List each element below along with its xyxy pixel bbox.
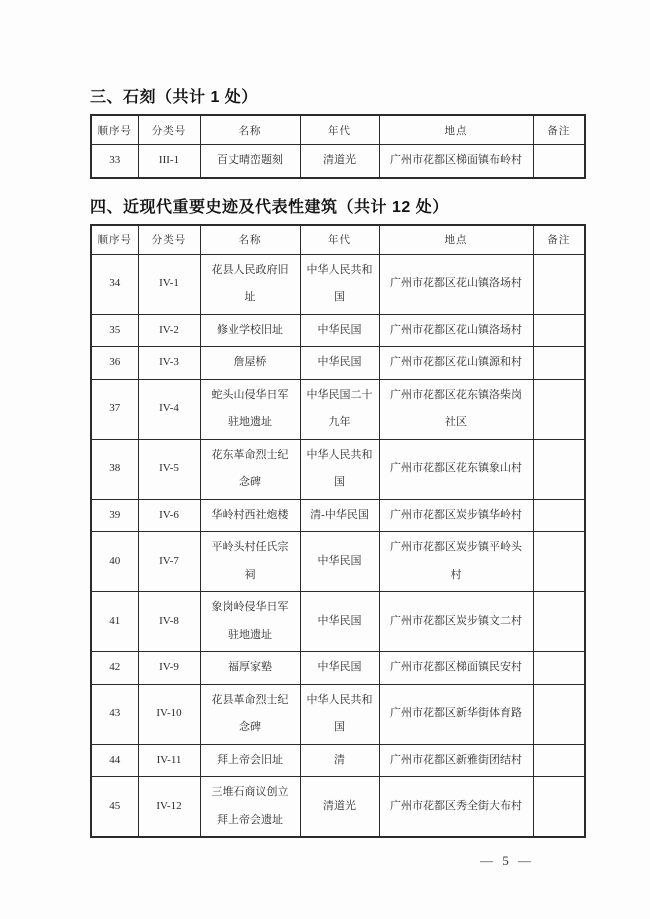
cell-seq: 37 bbox=[91, 379, 138, 439]
table-row bbox=[91, 347, 585, 380]
cell-location: 广州市花都区炭步镇平岭头村 bbox=[379, 532, 533, 592]
cell-note bbox=[533, 592, 585, 652]
cell-name: 花县革命烈士纪念碑 bbox=[200, 684, 300, 744]
cell-note bbox=[533, 684, 585, 744]
cell-location: 广州市花都区花山镇洛场村 bbox=[379, 254, 533, 314]
cell-era: 中华民国 bbox=[300, 347, 379, 380]
cell-era: 中华民国 bbox=[300, 592, 379, 652]
table-row bbox=[91, 532, 585, 592]
cell-era: 中华民国 bbox=[300, 652, 379, 685]
cell-location: 广州市花都区炭步镇华岭村 bbox=[379, 499, 533, 532]
cell-location: 广州市花都区炭步镇文二村 bbox=[379, 592, 533, 652]
table-row bbox=[91, 499, 585, 532]
cell-class-no: IV-1 bbox=[138, 254, 200, 314]
header-location: 地点 bbox=[379, 225, 533, 255]
cell-era: 清道光 bbox=[300, 777, 379, 838]
cell-seq: 44 bbox=[91, 744, 138, 777]
header-name: 名称 bbox=[200, 225, 300, 255]
cell-class-no: III-1 bbox=[138, 145, 200, 178]
cell-era: 中华人民共和国 bbox=[300, 254, 379, 314]
cell-note bbox=[533, 499, 585, 532]
header-location: 地点 bbox=[379, 115, 533, 145]
cell-location: 广州市花都区花山镇源和村 bbox=[379, 347, 533, 380]
cell-seq: 42 bbox=[91, 652, 138, 685]
table-header-row bbox=[91, 225, 585, 255]
cell-note bbox=[533, 439, 585, 499]
cell-name: 修业学校旧址 bbox=[200, 314, 300, 347]
table-row bbox=[91, 777, 585, 838]
cell-location: 广州市花都区新雅街团结村 bbox=[379, 744, 533, 777]
cell-location: 广州市花都区梯面镇布岭村 bbox=[379, 145, 533, 178]
cell-name: 三堆石商议创立拜上帝会遗址 bbox=[200, 777, 300, 838]
cell-class-no: IV-3 bbox=[138, 347, 200, 380]
cell-seq: 35 bbox=[91, 314, 138, 347]
cell-era: 清-中华民国 bbox=[300, 499, 379, 532]
cell-name: 拜上帝会旧址 bbox=[200, 744, 300, 777]
cell-name: 蛇头山侵华日军驻地遗址 bbox=[200, 379, 300, 439]
cell-seq: 33 bbox=[91, 145, 138, 178]
cell-seq: 36 bbox=[91, 347, 138, 380]
page-content bbox=[90, 84, 586, 838]
cell-class-no: IV-10 bbox=[138, 684, 200, 744]
cell-location: 广州市花都区梯面镇民安村 bbox=[379, 652, 533, 685]
cell-class-no: IV-12 bbox=[138, 777, 200, 838]
cell-seq: 45 bbox=[91, 777, 138, 838]
table-row bbox=[91, 652, 585, 685]
header-remarks: 备注 bbox=[533, 225, 585, 255]
cell-era: 清 bbox=[300, 744, 379, 777]
cell-era: 清道光 bbox=[300, 145, 379, 178]
cell-location: 广州市花都区秀全街大布村 bbox=[379, 777, 533, 838]
table-row bbox=[91, 744, 585, 777]
section-title-modern-historic-sites: 四、近现代重要史迹及代表性建筑（共计 12 处） bbox=[90, 198, 449, 216]
table-row bbox=[91, 592, 585, 652]
cell-note bbox=[533, 652, 585, 685]
cell-name: 平岭头村任氏宗祠 bbox=[200, 532, 300, 592]
table-header-row bbox=[91, 115, 585, 145]
table-row bbox=[91, 145, 585, 178]
cell-location: 广州市花都区花山镇洛场村 bbox=[379, 314, 533, 347]
cell-class-no: IV-5 bbox=[138, 439, 200, 499]
cell-seq: 41 bbox=[91, 592, 138, 652]
cell-seq: 38 bbox=[91, 439, 138, 499]
cell-location: 广州市花都区花东镇象山村 bbox=[379, 439, 533, 499]
header-class-number: 分类号 bbox=[138, 225, 200, 255]
table-row bbox=[91, 314, 585, 347]
cell-name: 福厚家塾 bbox=[200, 652, 300, 685]
cell-note bbox=[533, 777, 585, 838]
cell-note bbox=[533, 744, 585, 777]
page-number: — 5 — bbox=[480, 853, 534, 868]
section-title-stone-inscriptions: 三、石刻（共计 1 处） bbox=[90, 89, 258, 106]
header-remarks: 备注 bbox=[533, 115, 585, 145]
modern-historic-sites-table bbox=[90, 224, 586, 839]
cell-era: 中华民国 bbox=[300, 532, 379, 592]
header-era: 年代 bbox=[300, 115, 379, 145]
header-name: 名称 bbox=[200, 115, 300, 145]
cell-era: 中华民国二十九年 bbox=[300, 379, 379, 439]
table-row bbox=[91, 684, 585, 744]
cell-name: 百丈晴峦题刻 bbox=[200, 145, 300, 178]
cell-name: 象岗岭侵华日军驻地遗址 bbox=[200, 592, 300, 652]
cell-class-no: IV-7 bbox=[138, 532, 200, 592]
cell-class-no: IV-6 bbox=[138, 499, 200, 532]
cell-note bbox=[533, 314, 585, 347]
header-seq-number: 顺序号 bbox=[91, 225, 138, 255]
cell-era: 中华人民共和国 bbox=[300, 439, 379, 499]
section-stone-inscriptions bbox=[90, 84, 586, 179]
cell-seq: 34 bbox=[91, 254, 138, 314]
table-row bbox=[91, 439, 585, 499]
cell-name: 詹屋桥 bbox=[200, 347, 300, 380]
cell-location: 广州市花都区花东镇洛柴岗社区 bbox=[379, 379, 533, 439]
cell-note bbox=[533, 532, 585, 592]
table-row bbox=[91, 379, 585, 439]
cell-class-no: IV-8 bbox=[138, 592, 200, 652]
cell-name: 花县人民政府旧址 bbox=[200, 254, 300, 314]
cell-name: 花东革命烈士纪念碑 bbox=[200, 439, 300, 499]
cell-class-no: IV-11 bbox=[138, 744, 200, 777]
cell-class-no: IV-9 bbox=[138, 652, 200, 685]
cell-seq: 40 bbox=[91, 532, 138, 592]
header-seq-number: 顺序号 bbox=[91, 115, 138, 145]
section-modern-historic-sites bbox=[90, 194, 586, 839]
cell-name: 华岭村西社炮楼 bbox=[200, 499, 300, 532]
cell-class-no: IV-2 bbox=[138, 314, 200, 347]
stone-inscriptions-table bbox=[90, 114, 586, 179]
cell-seq: 39 bbox=[91, 499, 138, 532]
cell-note bbox=[533, 254, 585, 314]
cell-note bbox=[533, 347, 585, 380]
cell-seq: 43 bbox=[91, 684, 138, 744]
header-class-number: 分类号 bbox=[138, 115, 200, 145]
table-row bbox=[91, 254, 585, 314]
cell-era: 中华人民共和国 bbox=[300, 684, 379, 744]
cell-note bbox=[533, 379, 585, 439]
cell-class-no: IV-4 bbox=[138, 379, 200, 439]
cell-era: 中华民国 bbox=[300, 314, 379, 347]
header-era: 年代 bbox=[300, 225, 379, 255]
cell-note bbox=[533, 145, 585, 178]
cell-location: 广州市花都区新华街体育路 bbox=[379, 684, 533, 744]
